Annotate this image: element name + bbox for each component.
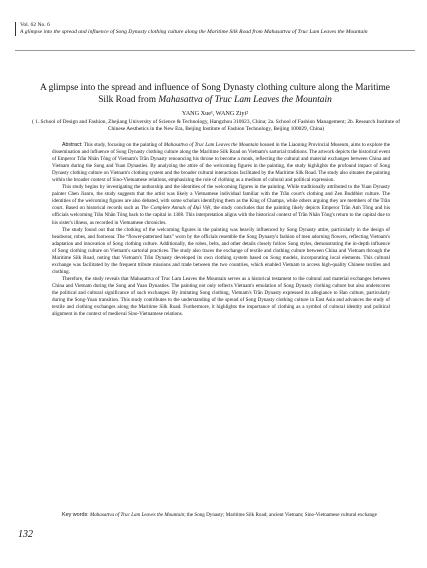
keywords (62, 512, 392, 519)
keywords-label: Key words: (62, 512, 89, 518)
header-divider (15, 50, 415, 51)
abstract-paragraph: Therefore, the study reveals that Mahasattva of Truc Lam Leaves the Mountain serves as a historical testament to the cultural and material exchanges between China and Vietnam during the Song and Yuan Dynasties. The painting not only reflects Vietnam's emulation of Song Dynasty clothing culture but also underscores the political and cultural significance of such exchanges. By imitating Song clothing, Vietnam's Trần Dynasty expressed its allegiance to Han culture, particularly during the Song-Yuan transition. This study contributes to the understanding of the spread of Song Dynasty clothing culture in East Asia and advances the study of textile and clothing exchanges along the Maritime Silk Road. Furthermore, it highlights the importance of clothing as a symbol of cultural identity and political alignment in the context of medieval Sino-Vietnamese relations. (52, 275, 390, 318)
abstract (52, 142, 390, 318)
abstract-text: This study, focusing on the painting of (82, 142, 164, 148)
title-italic: Mahasattva of Truc Lam Leaves the Mountain (158, 94, 332, 105)
keywords-italic: Mahasattva of Truc Lam Leaves the Mountain (88, 512, 185, 518)
journal-header (15, 22, 420, 36)
abstract-text: , the study concludes that the painting likely depicts Emperor Trần Anh Tông and his officials welcoming Trần Nhân Tông back to the capital in 1308. This interpretation aligns with the historical context of Trần Nhân Tông's return to the capital due to his sister's illness, as recorded in Vietnamese chronicles. (52, 205, 390, 226)
abstract-paragraph: The study found out that the clothing of the welcoming figures in the painting was heavily influenced by Song Dynasty attire, particularly in the design of headwear, robes, and footwear. The “flower-patterned hats” worn by the officials resemble the Song Dynasty's fashion of men adorning flowers, reflecting Vietnam's adaptation and innovation of Song clothing culture. Additionally, the robes, belts, and other details closely follow Song styles, demonstrating the in-depth influence of Song clothing culture on Vietnam's sartorial practices. The study also traces the exchange of textile and clothing culture between China and Vietnam through the Maritime Silk Road, noting that Vietnam's Trần Dynasty developed its own clothing system based on Song models, incorporating local elements. This cultural exchange was facilitated by the frequent tribute missions and trade between the two countries, which enabled Vietnam to access high-quality Chinese textiles and clothing. (52, 226, 390, 275)
abstract-paragraph (52, 184, 390, 226)
abstract-paragraph (52, 142, 390, 184)
title-text: A glimpse into the spread and influence of Song Dynasty clothing culture along the Maritime Silk Road from (40, 83, 390, 105)
annals-title: The Complete Annals of Đại Việt (141, 205, 211, 212)
affiliations: ( 1. School of Design and Fashion, Zhejiang University of Science & Technology, Hangzhou 310023, China; 2a. School of Fashion Management; 2b. Research Institute of Chinese Aesthetics in the New Era, Beijing Institute of Fashion Technology, Beijing 100029, China) (31, 119, 401, 132)
abstract-label: Abstract: (62, 142, 83, 148)
abstract-text: This study begins by investigating the authorship and the identities of the welcoming figures in the painting. While traditionally attributed to the Yuan Dynasty painter Chen Jianru, the study suggests that the artist was likely a Vietnamese individual familiar with the Trần court's clothing and Zen Buddhist culture. The identities of the welcoming figures are also debated, with some scholars identifying them as the King of Champa, while others arguing they are members of the Trần court. Based on historical records such as (52, 184, 390, 212)
page-number: 132 (18, 529, 33, 540)
authors: YANG Xue¹, WANG Ziyi² (181, 110, 249, 117)
keywords-text: ; the Song Dynasty; Maritime Silk Road; ancient Vietnam; Sino-Vietnamese cultural exchange (184, 512, 377, 518)
paper-title (40, 83, 390, 106)
volume-issue: Vol. 62 No. 6 (20, 22, 50, 28)
painting-title: Mahasattva of Truc Lam Leaves the Mountain (163, 142, 259, 148)
abstract-text: housed in the Liaoning Provincial Museum, aims to explore the dissemination and influence of Song Dynasty clothing culture along the Maritime Silk Road on Vietnam's sartorial traditions. The artwork depicts the historical event of Emperor Trần Nhân Tông of Vietnam's Trần Dynasty renouncing his throne to become a monk, reflecting the cultural and material exchanges between China and Vietnam during the Song and Yuan Dynasties. By analyzing the attire of the welcoming figures in the painting, the study highlights the profound impact of Song Dynasty clothing culture on Vietnam's clothing system and the broader cultural interactions facilitated by the Maritime Silk Road. The study also situates the painting within the broader context of Sino-Vietnamese relations, emphasizing the role of clothing as a medium of cultural and political expression. (52, 142, 391, 184)
running-title: A glimpse into the spread and influence of Song Dynasty clothing culture along the Maritime Silk Road from Mahasattva of Truc Lam Leaves the Mountain (20, 29, 368, 36)
